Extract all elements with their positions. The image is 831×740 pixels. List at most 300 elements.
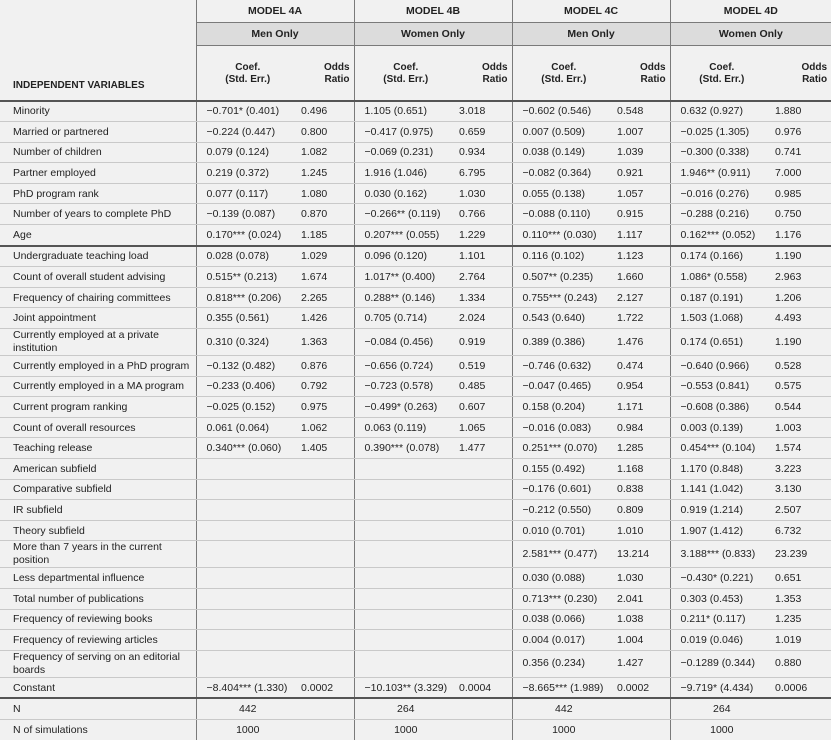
odds-ratio-cell: 2.764 bbox=[457, 267, 512, 288]
coef-cell: −0.656 (0.724) bbox=[354, 356, 457, 377]
coef-cell: −0.602 (0.546) bbox=[512, 101, 615, 122]
table-row bbox=[0, 417, 831, 438]
coef-cell: 0.055 (0.138) bbox=[512, 183, 615, 204]
coef-cell bbox=[354, 459, 457, 480]
table-row bbox=[0, 541, 831, 568]
odds-ratio-cell bbox=[299, 500, 354, 521]
table-row bbox=[0, 459, 831, 480]
odds-ratio-cell: 0.880 bbox=[773, 650, 831, 677]
coef-cell: 0.096 (0.120) bbox=[354, 246, 457, 267]
odds-ratio-header: Odds Ratio bbox=[481, 61, 508, 85]
odds-ratio-cell: 3.130 bbox=[773, 479, 831, 500]
coef-cell: 0.219 (0.372) bbox=[196, 163, 299, 184]
odds-ratio-cell: 1.171 bbox=[615, 397, 670, 418]
coef-header: Coef. (Std. Err.) bbox=[670, 46, 773, 101]
odds-ratio-cell: 2.127 bbox=[615, 287, 670, 308]
variable-label: Currently employed in a MA program bbox=[0, 376, 196, 397]
odds-ratio-cell: 1.476 bbox=[615, 329, 670, 356]
table-row bbox=[0, 356, 831, 377]
model-title: MODEL 4B bbox=[354, 0, 512, 23]
coef-cell: 0.755*** (0.243) bbox=[512, 287, 615, 308]
odds-ratio-cell: 6.732 bbox=[773, 520, 831, 541]
odds-ratio-cell: 0.766 bbox=[457, 204, 512, 225]
odds-ratio-cell: 0.0002 bbox=[299, 677, 354, 698]
odds-ratio-cell: 1.062 bbox=[299, 417, 354, 438]
coef-cell bbox=[354, 520, 457, 541]
odds-ratio-cell: 1.030 bbox=[457, 183, 512, 204]
odds-ratio-cell: 0.741 bbox=[773, 142, 831, 163]
odds-ratio-cell: 0.548 bbox=[615, 101, 670, 122]
coef-cell: −0.082 (0.364) bbox=[512, 163, 615, 184]
coef-cell: −0.025 (1.305) bbox=[670, 122, 773, 143]
odds-ratio-cell bbox=[299, 698, 354, 719]
coef-cell: −0.176 (0.601) bbox=[512, 479, 615, 500]
variable-label: American subfield bbox=[0, 459, 196, 480]
coef-cell: 0.061 (0.064) bbox=[196, 417, 299, 438]
coef-cell: −0.016 (0.276) bbox=[670, 183, 773, 204]
coef-cell: 1.503 (1.068) bbox=[670, 308, 773, 329]
odds-ratio-cell: 0.0006 bbox=[773, 677, 831, 698]
table-row bbox=[0, 246, 831, 267]
odds-ratio-cell: 1.574 bbox=[773, 438, 831, 459]
coef-cell bbox=[354, 650, 457, 677]
table-row bbox=[0, 500, 831, 521]
coef-cell: 0.251*** (0.070) bbox=[512, 438, 615, 459]
coef-cell: 1000 bbox=[512, 719, 615, 739]
coef-cell: 0.077 (0.117) bbox=[196, 183, 299, 204]
coef-cell: 0.187 (0.191) bbox=[670, 287, 773, 308]
coef-cell: 0.632 (0.927) bbox=[670, 101, 773, 122]
odds-ratio-cell bbox=[457, 588, 512, 609]
variable-label: Partner employed bbox=[0, 163, 196, 184]
odds-ratio-cell: 0.519 bbox=[457, 356, 512, 377]
coef-cell bbox=[354, 630, 457, 651]
coef-cell: 0.355 (0.561) bbox=[196, 308, 299, 329]
coef-cell: 0.818*** (0.206) bbox=[196, 287, 299, 308]
coef-cell: −0.300 (0.338) bbox=[670, 142, 773, 163]
variable-label: PhD program rank bbox=[0, 183, 196, 204]
coef-cell bbox=[196, 609, 299, 630]
coef-cell: 0.356 (0.234) bbox=[512, 650, 615, 677]
coef-cell: 0.030 (0.162) bbox=[354, 183, 457, 204]
variable-label: Age bbox=[0, 225, 196, 246]
coef-cell bbox=[354, 588, 457, 609]
odds-ratio-cell bbox=[773, 698, 831, 719]
odds-ratio-cell: 1.285 bbox=[615, 438, 670, 459]
odds-ratio-cell: 2.265 bbox=[299, 287, 354, 308]
coef-cell: 0.155 (0.492) bbox=[512, 459, 615, 480]
model-subgroup: Women Only bbox=[670, 23, 831, 46]
coef-cell: 0.162*** (0.052) bbox=[670, 225, 773, 246]
variable-label: Total number of publications bbox=[0, 588, 196, 609]
odds-ratio-cell bbox=[299, 541, 354, 568]
odds-ratio-cell: 1.176 bbox=[773, 225, 831, 246]
coef-cell bbox=[196, 459, 299, 480]
odds-ratio-cell: 1.190 bbox=[773, 329, 831, 356]
coef-cell: 0.110*** (0.030) bbox=[512, 225, 615, 246]
odds-ratio-cell bbox=[299, 609, 354, 630]
column-header-row bbox=[0, 46, 831, 101]
odds-ratio-cell: 1.057 bbox=[615, 183, 670, 204]
coef-cell: 0.079 (0.124) bbox=[196, 142, 299, 163]
variable-label: Married or partnered bbox=[0, 122, 196, 143]
coef-cell: 0.207*** (0.055) bbox=[354, 225, 457, 246]
coef-cell: 0.003 (0.139) bbox=[670, 417, 773, 438]
coef-cell: 0.303 (0.453) bbox=[670, 588, 773, 609]
table-row bbox=[0, 588, 831, 609]
odds-ratio-cell: 0.800 bbox=[299, 122, 354, 143]
variable-label: IR subfield bbox=[0, 500, 196, 521]
odds-ratio-cell bbox=[299, 588, 354, 609]
coef-cell: 0.019 (0.046) bbox=[670, 630, 773, 651]
model-subgroup-row bbox=[0, 23, 831, 46]
table-row bbox=[0, 397, 831, 418]
coef-cell: 1.141 (1.042) bbox=[670, 479, 773, 500]
coef-cell: 1.916 (1.046) bbox=[354, 163, 457, 184]
odds-ratio-cell: 0.0002 bbox=[615, 677, 670, 698]
coef-cell: 1.086* (0.558) bbox=[670, 267, 773, 288]
coef-cell: 0.454*** (0.104) bbox=[670, 438, 773, 459]
variable-label: Frequency of serving on an editorial boards bbox=[0, 650, 196, 677]
odds-ratio-cell: 0.976 bbox=[773, 122, 831, 143]
coef-cell: 1.105 (0.651) bbox=[354, 101, 457, 122]
odds-ratio-cell bbox=[457, 479, 512, 500]
odds-ratio-cell: 1.405 bbox=[299, 438, 354, 459]
coef-cell: 1000 bbox=[670, 719, 773, 739]
odds-ratio-cell: 1.123 bbox=[615, 246, 670, 267]
odds-ratio-cell: 0.0004 bbox=[457, 677, 512, 698]
odds-ratio-cell: 1.004 bbox=[615, 630, 670, 651]
coef-cell: −0.212 (0.550) bbox=[512, 500, 615, 521]
odds-ratio-cell: 2.041 bbox=[615, 588, 670, 609]
variable-label: Current program ranking bbox=[0, 397, 196, 418]
coef-cell bbox=[196, 479, 299, 500]
coef-cell: 0.010 (0.701) bbox=[512, 520, 615, 541]
coef-cell bbox=[196, 650, 299, 677]
odds-ratio-cell: 2.507 bbox=[773, 500, 831, 521]
coef-cell: −0.1289 (0.344) bbox=[670, 650, 773, 677]
coef-cell bbox=[196, 541, 299, 568]
coef-cell: 0.158 (0.204) bbox=[512, 397, 615, 418]
odds-ratio-cell: 0.485 bbox=[457, 376, 512, 397]
table-row bbox=[0, 609, 831, 630]
table-row bbox=[0, 204, 831, 225]
odds-ratio-header: Odds Ratio bbox=[639, 61, 666, 85]
odds-ratio-cell bbox=[457, 650, 512, 677]
coef-cell: −0.088 (0.110) bbox=[512, 204, 615, 225]
odds-ratio-cell: 0.876 bbox=[299, 356, 354, 377]
variable-label: Theory subfield bbox=[0, 520, 196, 541]
coef-cell: −10.103** (3.329) bbox=[354, 677, 457, 698]
odds-ratio-cell: 1.168 bbox=[615, 459, 670, 480]
model-title: MODEL 4D bbox=[670, 0, 831, 23]
odds-ratio-cell: 0.528 bbox=[773, 356, 831, 377]
odds-ratio-cell: 0.659 bbox=[457, 122, 512, 143]
coef-cell: 0.390*** (0.078) bbox=[354, 438, 457, 459]
coef-cell: 0.310 (0.324) bbox=[196, 329, 299, 356]
coef-cell: 3.188*** (0.833) bbox=[670, 541, 773, 568]
variable-label: Undergraduate teaching load bbox=[0, 246, 196, 267]
coef-cell: −0.224 (0.447) bbox=[196, 122, 299, 143]
coef-cell: 1.017** (0.400) bbox=[354, 267, 457, 288]
odds-ratio-cell: 23.239 bbox=[773, 541, 831, 568]
coef-cell: −0.499* (0.263) bbox=[354, 397, 457, 418]
coef-cell bbox=[354, 541, 457, 568]
model-subgroup: Women Only bbox=[354, 23, 512, 46]
odds-ratio-cell: 1.206 bbox=[773, 287, 831, 308]
coef-cell: 2.581*** (0.477) bbox=[512, 541, 615, 568]
odds-ratio-cell: 0.975 bbox=[299, 397, 354, 418]
odds-ratio-cell bbox=[457, 568, 512, 589]
coef-cell: 0.174 (0.166) bbox=[670, 246, 773, 267]
odds-ratio-cell: 1.065 bbox=[457, 417, 512, 438]
coef-cell: 0.063 (0.119) bbox=[354, 417, 457, 438]
coef-cell: −0.608 (0.386) bbox=[670, 397, 773, 418]
coef-cell: 0.389 (0.386) bbox=[512, 329, 615, 356]
table-row bbox=[0, 122, 831, 143]
table-row bbox=[0, 308, 831, 329]
variable-label: N bbox=[0, 698, 196, 719]
odds-ratio-cell bbox=[299, 630, 354, 651]
odds-ratio-cell bbox=[457, 698, 512, 719]
variable-label: Frequency of chairing committees bbox=[0, 287, 196, 308]
coef-cell: 0.038 (0.066) bbox=[512, 609, 615, 630]
variable-label: N of simulations bbox=[13, 723, 88, 736]
odds-ratio-cell: 1.674 bbox=[299, 267, 354, 288]
coef-cell bbox=[354, 609, 457, 630]
odds-ratio-cell: 0.934 bbox=[457, 142, 512, 163]
table-row bbox=[0, 438, 831, 459]
odds-ratio-cell: 1.363 bbox=[299, 329, 354, 356]
coef-cell: 0.211* (0.117) bbox=[670, 609, 773, 630]
coef-cell: 0.919 (1.214) bbox=[670, 500, 773, 521]
variable-label: Count of overall resources bbox=[0, 417, 196, 438]
odds-ratio-cell: 1.190 bbox=[773, 246, 831, 267]
odds-ratio-cell: 1.477 bbox=[457, 438, 512, 459]
variable-label: Number of children bbox=[0, 142, 196, 163]
odds-ratio-cell: 0.750 bbox=[773, 204, 831, 225]
coef-cell: −0.132 (0.482) bbox=[196, 356, 299, 377]
coef-cell: 0.028 (0.078) bbox=[196, 246, 299, 267]
coef-cell: 1000 bbox=[354, 719, 457, 739]
odds-ratio-cell: 0.915 bbox=[615, 204, 670, 225]
table-row bbox=[0, 376, 831, 397]
odds-ratio-cell: 0.496 bbox=[299, 101, 354, 122]
odds-ratio-cell: 4.493 bbox=[773, 308, 831, 329]
coef-cell: −0.430* (0.221) bbox=[670, 568, 773, 589]
odds-ratio-cell bbox=[457, 459, 512, 480]
odds-ratio-cell: 0.838 bbox=[615, 479, 670, 500]
coef-cell: −0.139 (0.087) bbox=[196, 204, 299, 225]
coef-cell: −0.266** (0.119) bbox=[354, 204, 457, 225]
coef-cell bbox=[354, 500, 457, 521]
coef-cell: 0.030 (0.088) bbox=[512, 568, 615, 589]
odds-ratio-cell: 1.185 bbox=[299, 225, 354, 246]
odds-ratio-cell bbox=[615, 698, 670, 719]
odds-ratio-cell: 0.954 bbox=[615, 376, 670, 397]
variable-label: Joint appointment bbox=[0, 308, 196, 329]
variable-label: Number of years to complete PhD bbox=[0, 204, 196, 225]
coef-cell: 1000 bbox=[196, 719, 299, 739]
odds-ratio-cell: 1.334 bbox=[457, 287, 512, 308]
odds-ratio-cell: 1.082 bbox=[299, 142, 354, 163]
coef-cell: 0.038 (0.149) bbox=[512, 142, 615, 163]
table-row bbox=[0, 650, 831, 677]
odds-ratio-cell: 1.019 bbox=[773, 630, 831, 651]
table-row bbox=[0, 719, 831, 739]
odds-ratio-cell: 1.117 bbox=[615, 225, 670, 246]
coef-header: Coef. (Std. Err.) bbox=[512, 46, 615, 101]
coef-cell: −0.069 (0.231) bbox=[354, 142, 457, 163]
odds-ratio-cell bbox=[457, 541, 512, 568]
table-row bbox=[0, 568, 831, 589]
table-row bbox=[0, 183, 831, 204]
coef-cell: −0.746 (0.632) bbox=[512, 356, 615, 377]
coef-cell: 0.004 (0.017) bbox=[512, 630, 615, 651]
coef-cell: −0.047 (0.465) bbox=[512, 376, 615, 397]
coef-cell bbox=[196, 568, 299, 589]
odds-ratio-cell: 1.427 bbox=[615, 650, 670, 677]
coef-cell: −8.665*** (1.989) bbox=[512, 677, 615, 698]
variable-label: Constant bbox=[0, 677, 196, 698]
table-row bbox=[0, 142, 831, 163]
coef-cell: 0.507** (0.235) bbox=[512, 267, 615, 288]
coef-cell: 0.515** (0.213) bbox=[196, 267, 299, 288]
variable-label: Frequency of reviewing articles bbox=[0, 630, 196, 651]
odds-ratio-cell: 2.963 bbox=[773, 267, 831, 288]
model-title: MODEL 4C bbox=[512, 0, 670, 23]
coef-cell: 0.174 (0.651) bbox=[670, 329, 773, 356]
model-subgroup: Men Only bbox=[512, 23, 670, 46]
odds-ratio-cell: 1.426 bbox=[299, 308, 354, 329]
odds-ratio-cell: 1.010 bbox=[615, 520, 670, 541]
independent-variables-header: INDEPENDENT VARIABLES bbox=[13, 79, 145, 91]
variable-label: Comparative subfield bbox=[0, 479, 196, 500]
coef-cell: 264 bbox=[670, 698, 773, 719]
odds-ratio-cell: 13.214 bbox=[615, 541, 670, 568]
odds-ratio-header: Odds Ratio bbox=[323, 61, 350, 85]
table-row bbox=[0, 163, 831, 184]
coef-cell: 0.007 (0.509) bbox=[512, 122, 615, 143]
odds-ratio-cell: 0.575 bbox=[773, 376, 831, 397]
odds-ratio-cell bbox=[457, 500, 512, 521]
odds-ratio-cell: 0.809 bbox=[615, 500, 670, 521]
odds-ratio-cell: 3.018 bbox=[457, 101, 512, 122]
coef-cell: 0.340*** (0.060) bbox=[196, 438, 299, 459]
model-title: MODEL 4A bbox=[196, 0, 354, 23]
coef-cell: −0.084 (0.456) bbox=[354, 329, 457, 356]
table-row bbox=[0, 698, 831, 719]
variable-label: Teaching release bbox=[0, 438, 196, 459]
odds-ratio-cell: 1.101 bbox=[457, 246, 512, 267]
odds-ratio-cell: 1.080 bbox=[299, 183, 354, 204]
odds-ratio-cell: 0.919 bbox=[457, 329, 512, 356]
odds-ratio-cell: 1.030 bbox=[615, 568, 670, 589]
coef-header: Coef. (Std. Err.) bbox=[354, 46, 457, 101]
variable-label: Less departmental influence bbox=[0, 568, 196, 589]
table-row bbox=[0, 479, 831, 500]
odds-ratio-cell bbox=[299, 650, 354, 677]
odds-ratio-cell: 0.474 bbox=[615, 356, 670, 377]
model-title-row bbox=[0, 0, 831, 23]
odds-ratio-cell: 2.024 bbox=[457, 308, 512, 329]
coef-cell bbox=[196, 588, 299, 609]
coef-cell: −0.701* (0.401) bbox=[196, 101, 299, 122]
odds-ratio-cell: 1.029 bbox=[299, 246, 354, 267]
coef-cell bbox=[196, 500, 299, 521]
variable-label: Frequency of reviewing books bbox=[0, 609, 196, 630]
coef-cell bbox=[196, 630, 299, 651]
odds-ratio-header: Odds Ratio bbox=[801, 61, 828, 85]
coef-cell: 0.713*** (0.230) bbox=[512, 588, 615, 609]
odds-ratio-cell: 1.880 bbox=[773, 101, 831, 122]
odds-ratio-cell: 7.000 bbox=[773, 163, 831, 184]
odds-ratio-cell: 6.795 bbox=[457, 163, 512, 184]
odds-ratio-cell: 1.353 bbox=[773, 588, 831, 609]
variable-label: More than 7 years in the current position bbox=[0, 541, 196, 568]
odds-ratio-cell: 1.245 bbox=[299, 163, 354, 184]
odds-ratio-cell: 1.235 bbox=[773, 609, 831, 630]
coef-cell: −0.025 (0.152) bbox=[196, 397, 299, 418]
odds-ratio-cell bbox=[299, 459, 354, 480]
odds-ratio-cell bbox=[773, 719, 831, 739]
odds-ratio-cell bbox=[615, 719, 670, 739]
coef-cell: −0.288 (0.216) bbox=[670, 204, 773, 225]
odds-ratio-cell: 0.921 bbox=[615, 163, 670, 184]
table-row bbox=[0, 101, 831, 122]
coef-cell: 442 bbox=[196, 698, 299, 719]
odds-ratio-cell bbox=[299, 479, 354, 500]
coef-cell: −8.404*** (1.330) bbox=[196, 677, 299, 698]
odds-ratio-cell bbox=[299, 568, 354, 589]
table-row bbox=[0, 287, 831, 308]
coef-header: Coef. (Std. Err.) bbox=[196, 46, 299, 101]
coef-cell: 0.543 (0.640) bbox=[512, 308, 615, 329]
coef-cell: 442 bbox=[512, 698, 615, 719]
odds-ratio-cell bbox=[457, 520, 512, 541]
odds-ratio-cell: 0.870 bbox=[299, 204, 354, 225]
coef-cell: 0.116 (0.102) bbox=[512, 246, 615, 267]
odds-ratio-cell: 1.007 bbox=[615, 122, 670, 143]
coef-cell: −0.723 (0.578) bbox=[354, 376, 457, 397]
coef-cell: −0.417 (0.975) bbox=[354, 122, 457, 143]
odds-ratio-cell: 0.985 bbox=[773, 183, 831, 204]
table-row bbox=[0, 520, 831, 541]
coef-cell: 1.946** (0.911) bbox=[670, 163, 773, 184]
variable-label: Currently employed at a private institution bbox=[0, 329, 196, 356]
odds-ratio-cell: 0.607 bbox=[457, 397, 512, 418]
coef-cell: −0.640 (0.966) bbox=[670, 356, 773, 377]
odds-ratio-cell: 0.792 bbox=[299, 376, 354, 397]
coef-cell bbox=[354, 479, 457, 500]
variable-label: Minority bbox=[0, 101, 196, 122]
coef-cell: −0.553 (0.841) bbox=[670, 376, 773, 397]
odds-ratio-cell: 1.003 bbox=[773, 417, 831, 438]
table-row bbox=[0, 225, 831, 246]
odds-ratio-cell bbox=[457, 719, 512, 739]
coef-cell: 1.170 (0.848) bbox=[670, 459, 773, 480]
table-row bbox=[0, 329, 831, 356]
odds-ratio-cell: 1.660 bbox=[615, 267, 670, 288]
odds-ratio-cell: 0.544 bbox=[773, 397, 831, 418]
coef-cell: 0.170*** (0.024) bbox=[196, 225, 299, 246]
table-row bbox=[0, 677, 831, 698]
odds-ratio-cell: 1.038 bbox=[615, 609, 670, 630]
table-row bbox=[0, 630, 831, 651]
coef-cell: −0.233 (0.406) bbox=[196, 376, 299, 397]
coef-cell: 1.907 (1.412) bbox=[670, 520, 773, 541]
table-row bbox=[0, 267, 831, 288]
